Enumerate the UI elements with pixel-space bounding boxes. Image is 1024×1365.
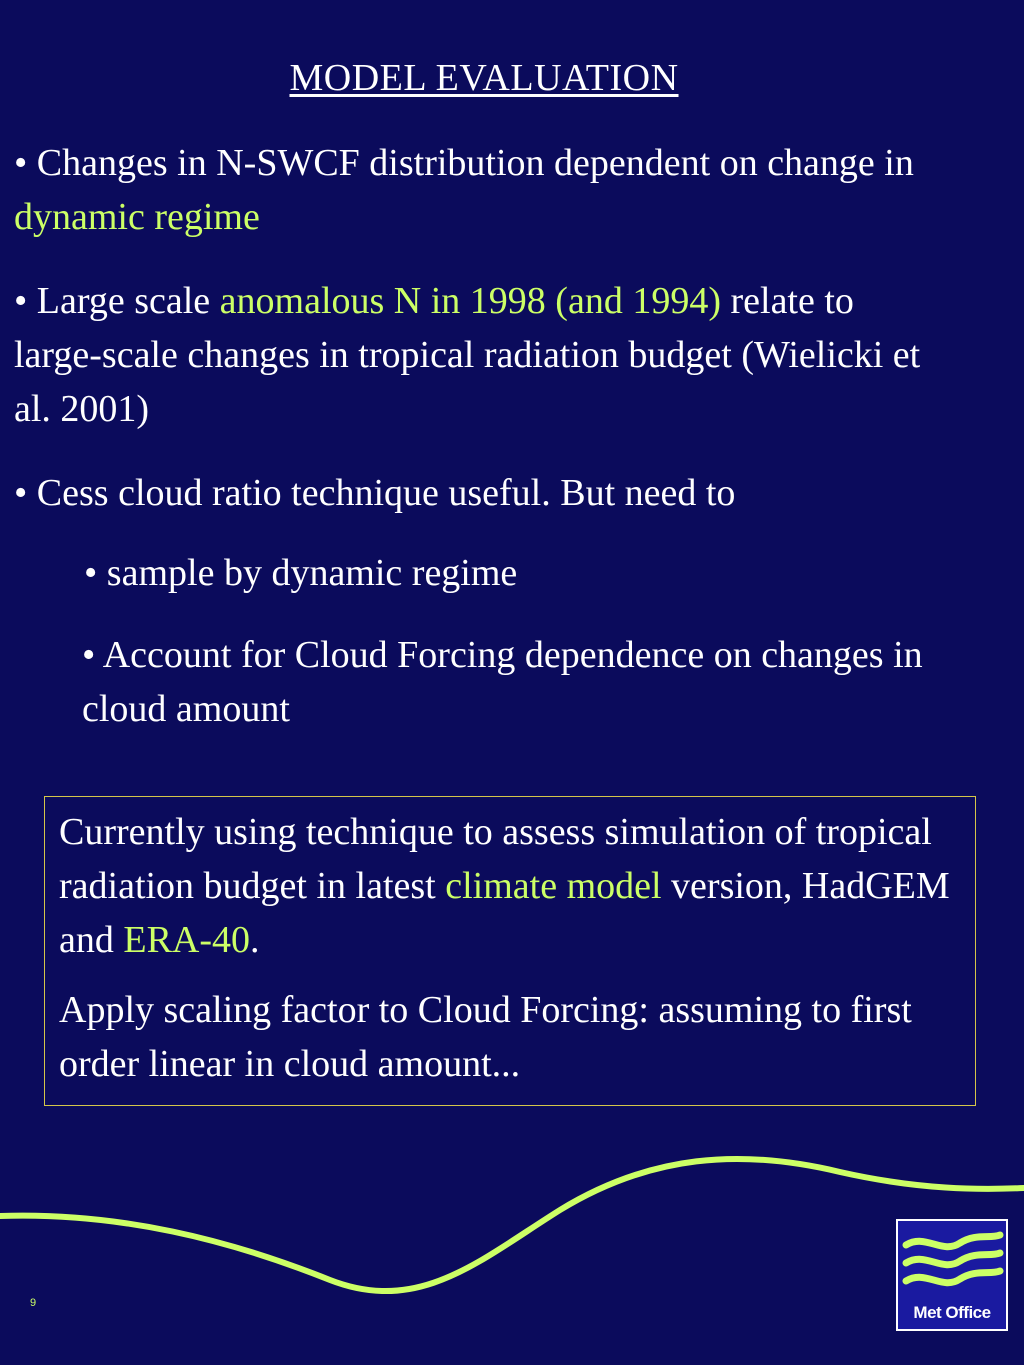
summary-box (44, 796, 976, 1106)
met-office-logo (896, 1219, 1008, 1331)
sub-bullet-account: • Account for Cloud Forcing dependence on changes in cloud amount (82, 634, 923, 730)
slide-title: MODEL EVALUATION (289, 57, 679, 99)
page-number: 9 (30, 1297, 37, 1309)
sub-bullet-sample: • sample by dynamic regime (84, 552, 518, 594)
bullet-nswcf: • Changes in N-SWCF distribution dependent on change in dynamic regime (14, 142, 914, 238)
summary-paragraph-1: Currently using technique to assess simulation of tropical radiation budget in latest climate model version, HadGEM and ERA-40. (59, 811, 950, 961)
bullet-large-scale: • Large scale anomalous N in 1998 (and 1994) relate to large-scale changes in tropical radiation budget (Wielicki et al. 2001) (14, 280, 921, 430)
summary-paragraph-2: Apply scaling factor to Cloud Forcing: assuming to first order linear in cloud amount... (59, 989, 912, 1085)
logo-text: Met Office (913, 1303, 991, 1322)
met-office-wave-icon (898, 1225, 1006, 1305)
bullet-cess-ratio: • Cess cloud ratio technique useful. But need to (14, 472, 736, 514)
decorative-wave-line (0, 1150, 1024, 1310)
